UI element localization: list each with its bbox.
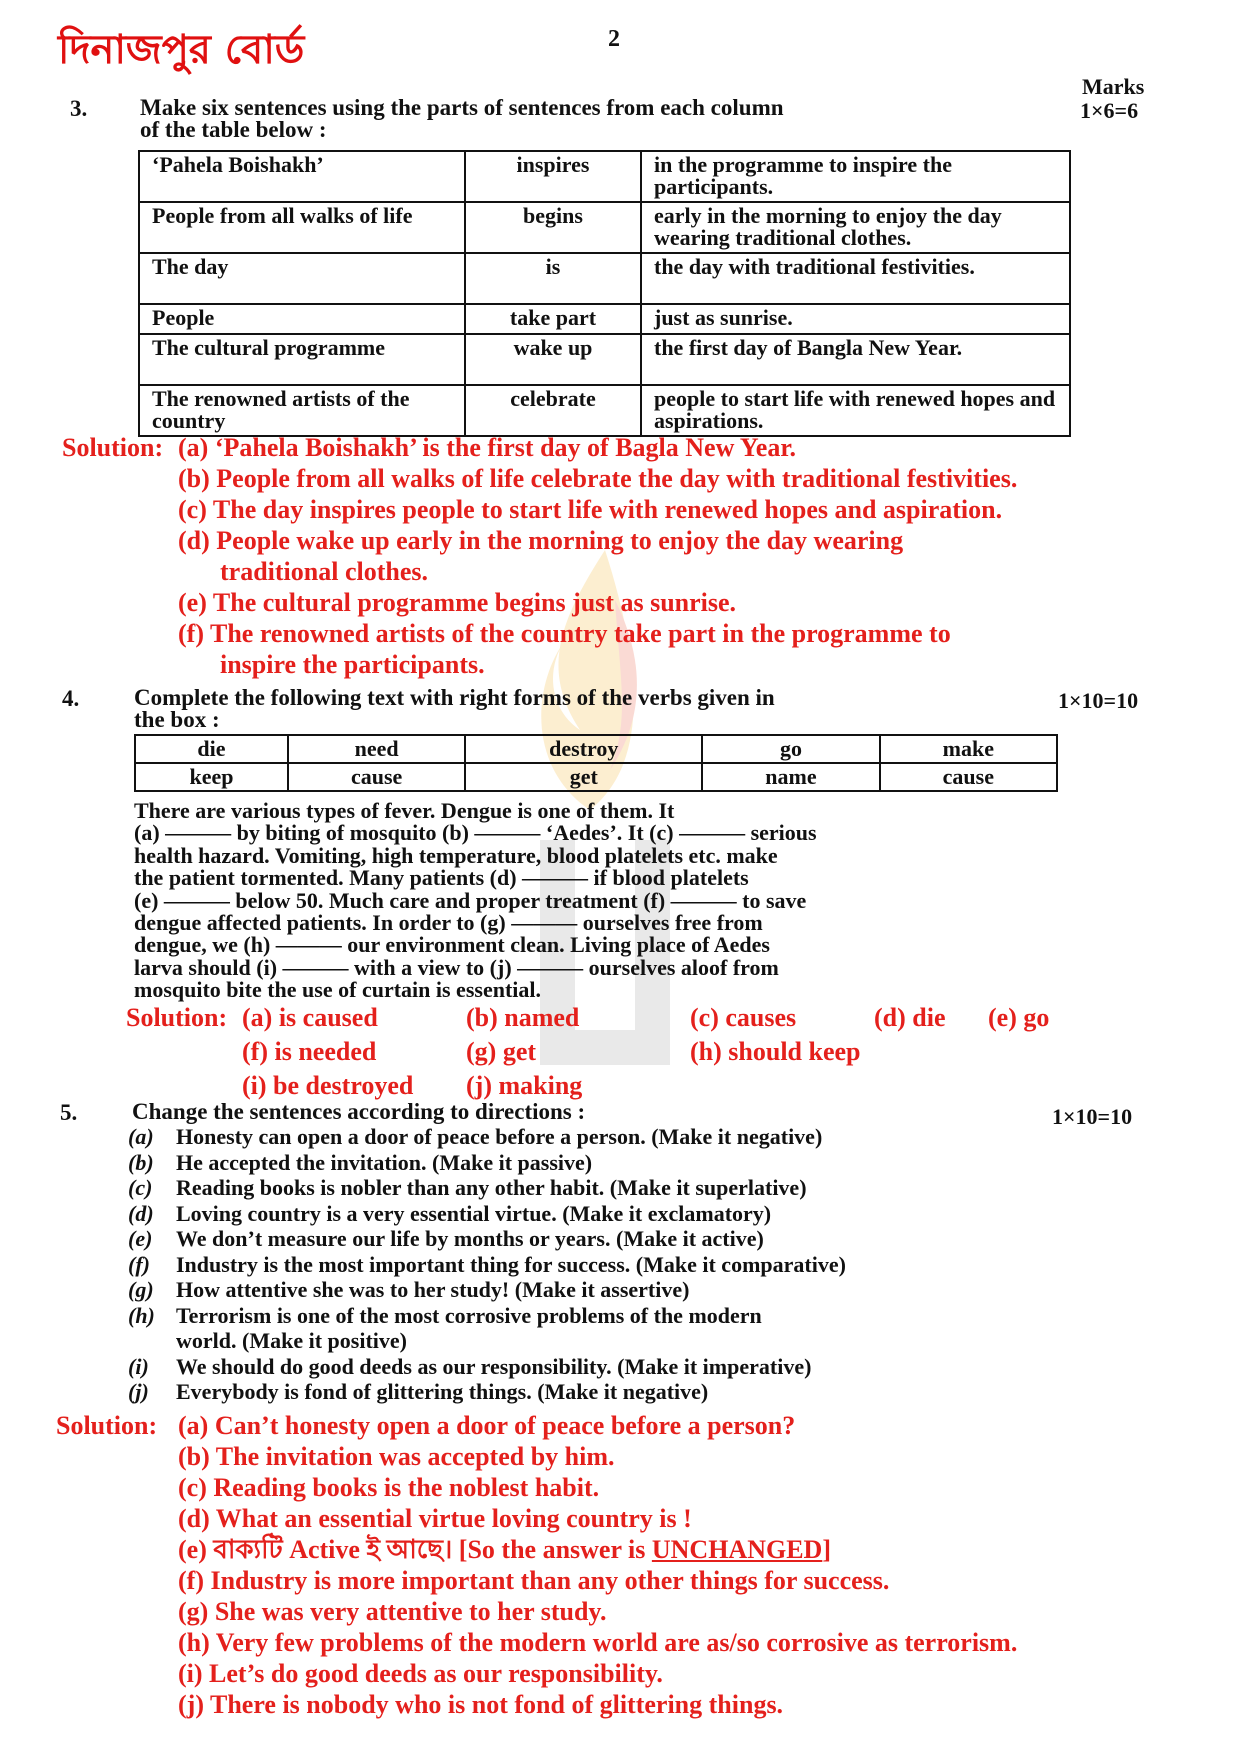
passage-line: (e) ——— below 50. Much care and proper treatment (f) ——— to save — [134, 887, 807, 913]
question-5-solution-b: (b) The invitation was accepted by him. — [178, 1442, 615, 1471]
question-5-solution-label: Solution: — [56, 1411, 158, 1440]
passage-line: health hazard. Vomiting, high temperature, blood platelets etc. make — [134, 842, 778, 868]
item-label: (i) — [128, 1353, 149, 1379]
answer-j: (j) making — [466, 1071, 583, 1100]
item-label: (e) — [128, 1226, 153, 1251]
table-row — [139, 253, 1070, 304]
question-5-solution-h: (h) Very few problems of the modern world are as/so corrosive as terrorism. — [178, 1628, 1018, 1657]
list-item — [128, 1175, 846, 1201]
question-5-solution-d: (d) What an essential virtue loving country is ! — [178, 1504, 692, 1533]
table-cell: early in the morning to enjoy the day wearing traditional clothes. — [641, 202, 1070, 253]
solution-e-prefix: (e) বাক্যটি Active ই আছে। [So the answer is — [178, 1535, 652, 1564]
table-cell: is — [465, 253, 641, 304]
item-text: Honesty can open a door of peace before a person. (Make it negative) — [176, 1124, 823, 1149]
question-5-solution-i: (i) Let’s do good deeds as our responsibility. — [178, 1659, 663, 1688]
verb-cell: cause — [288, 763, 465, 791]
page-number: 2 — [608, 26, 620, 52]
question-4-number: 4. — [62, 686, 80, 711]
question-5-instruction: Change the sentences according to directions : — [132, 1099, 586, 1124]
answer-f: (f) is needed — [242, 1037, 377, 1066]
table-cell: the first day of Bangla New Year. — [641, 334, 1070, 385]
passage-line: mosquito bite the use of curtain is essential. — [134, 977, 541, 1003]
passage-line: (a) ——— by biting of mosquito (b) ——— ‘Aedes’. It (c) ——— serious — [134, 820, 817, 846]
item-text: Everybody is fond of glittering things. (Make it negative) — [176, 1379, 709, 1404]
passage-line: There are various types of fever. Dengue is one of them. It — [134, 798, 675, 823]
list-item — [128, 1379, 846, 1405]
item-label: (h) — [128, 1302, 155, 1328]
item-label: (b) — [128, 1149, 154, 1175]
verb-cell: keep — [135, 763, 288, 791]
question-5-solution-f: (f) Industry is more important than any other things for success. — [178, 1566, 890, 1595]
table-row — [139, 385, 1070, 436]
item-label: (c) — [128, 1175, 153, 1200]
table-row — [135, 735, 1057, 763]
list-item — [128, 1328, 846, 1354]
item-label: (j) — [128, 1379, 149, 1404]
answer-d: (d) die — [874, 1003, 946, 1032]
table-cell: people to start life with renewed hopes and aspirations. — [641, 385, 1070, 436]
table-cell: People — [139, 304, 465, 334]
table-cell: begins — [465, 202, 641, 253]
table-cell: The renowned artists of the country — [139, 385, 465, 436]
question-4-instruction-line1: Complete the following text with right forms of the verbs given in — [134, 685, 775, 710]
verb-cell: get — [465, 763, 702, 791]
question-3-instruction-line2: of the table below : — [140, 117, 327, 142]
table-row — [139, 334, 1070, 385]
question-5-solution-a: (a) Can’t honesty open a door of peace before a person? — [178, 1411, 796, 1440]
verb-cell: need — [288, 735, 465, 763]
item-text: We don’t measure our life by months or years. (Make it active) — [176, 1226, 764, 1251]
table-cell: in the programme to inspire the participants. — [641, 151, 1070, 202]
list-item — [128, 1252, 846, 1278]
answer-a: (a) is caused — [242, 1003, 378, 1032]
table-cell: inspires — [465, 151, 641, 202]
verb-box — [134, 734, 1058, 792]
question-3-instruction-line1: Make six sentences using the parts of sentences from each column — [140, 95, 784, 120]
item-label: (f) — [128, 1251, 150, 1277]
question-3-solution-b: (b) People from all walks of life celebrate the day with traditional festivities. — [178, 464, 1018, 493]
list-item — [128, 1354, 846, 1380]
question-5-number: 5. — [60, 1100, 78, 1125]
passage-line: the patient tormented. Many patients (d) ——— if blood platelets — [134, 865, 749, 891]
question-5-solution-c: (c) Reading books is the noblest habit. — [178, 1473, 600, 1502]
item-label: (g) — [128, 1277, 154, 1302]
fever-passage — [134, 800, 1060, 1002]
answer-g: (g) get — [466, 1037, 537, 1066]
passage-line: dengue, we (h) ——— our environment clean. Living place of Aedes — [134, 932, 770, 958]
solution-e-emphasis: UNCHANGED — [651, 1535, 823, 1564]
table-row — [139, 202, 1070, 253]
list-item — [128, 1303, 846, 1329]
question-3-solution-e: (e) The cultural programme begins just as sunrise. — [178, 588, 737, 617]
item-text: We should do good deeds as our responsibility. (Make it imperative) — [176, 1353, 812, 1379]
question-3-number: 3. — [70, 96, 88, 121]
table-cell: The cultural programme — [139, 334, 465, 385]
item-text: Industry is the most important thing for success. (Make it comparative) — [176, 1251, 846, 1277]
verb-cell: go — [702, 735, 879, 763]
list-item — [128, 1124, 846, 1150]
table-cell: People from all walks of life — [139, 202, 465, 253]
question-4-instruction-line2: the box : — [134, 707, 220, 732]
table-row — [139, 304, 1070, 334]
answer-b: (b) named — [466, 1003, 580, 1032]
question-3-solution-f-cont: inspire the participants. — [220, 650, 485, 679]
list-item — [128, 1201, 846, 1227]
answer-c: (c) causes — [690, 1003, 797, 1032]
question-3-solution-label: Solution: — [62, 433, 164, 462]
question-4-marks: 1×10=10 — [1058, 688, 1139, 713]
question-3-solution-d-cont: traditional clothes. — [220, 557, 428, 586]
question-3-solution-a: (a) ‘Pahela Boishakh’ is the first day of Bagla New Year. — [178, 433, 796, 462]
item-text: Terrorism is one of the most corrosive problems of the modern — [176, 1302, 762, 1328]
board-name-heading: দিনাজপুর বোর্ড — [58, 27, 305, 73]
item-label: (a) — [128, 1124, 154, 1149]
list-item — [128, 1150, 846, 1176]
table-cell: celebrate — [465, 385, 641, 436]
question-3-solution-d: (d) People wake up early in the morning to enjoy the day wearing — [178, 526, 904, 555]
directions-list — [128, 1124, 846, 1405]
verb-cell: cause — [880, 763, 1057, 791]
answer-i: (i) be destroyed — [242, 1071, 414, 1100]
substitution-table — [138, 150, 1071, 437]
list-item — [128, 1277, 846, 1303]
item-text: world. (Make it positive) — [176, 1328, 407, 1353]
question-5-solution-e — [178, 1534, 831, 1565]
table-cell: the day with traditional festivities. — [641, 253, 1070, 304]
question-5-solution-j: (j) There is nobody who is not fond of glittering things. — [178, 1690, 784, 1719]
table-cell: The day — [139, 253, 465, 304]
table-row — [135, 763, 1057, 791]
question-3-marks: 1×6=6 — [1080, 98, 1139, 123]
list-item — [128, 1226, 846, 1252]
question-5-marks: 1×10=10 — [1052, 1104, 1133, 1129]
item-text: How attentive she was to her study! (Make it assertive) — [176, 1277, 690, 1302]
question-4-solution-label: Solution: — [126, 1003, 228, 1032]
table-row — [139, 151, 1070, 202]
item-text: Loving country is a very essential virtue. (Make it exclamatory) — [176, 1200, 772, 1226]
table-cell: just as sunrise. — [641, 304, 1070, 334]
question-5-solution-g: (g) She was very attentive to her study. — [178, 1597, 607, 1626]
question-3-solution-f: (f) The renowned artists of the country take part in the programme to — [178, 619, 951, 648]
item-text: He accepted the invitation. (Make it passive) — [176, 1149, 593, 1175]
question-3-solution-c: (c) The day inspires people to start life with renewed hopes and aspiration. — [178, 495, 1003, 524]
table-cell: ‘Pahela Boishakh’ — [139, 151, 465, 202]
answer-e: (e) go — [988, 1003, 1050, 1032]
marks-column-heading: Marks — [1082, 74, 1145, 99]
verb-cell: make — [880, 735, 1057, 763]
item-text: Reading books is nobler than any other habit. (Make it superlative) — [176, 1175, 807, 1200]
verb-cell: name — [702, 763, 879, 791]
item-label: (d) — [128, 1200, 154, 1226]
solution-e-suffix: ] — [822, 1535, 831, 1564]
answer-h: (h) should keep — [690, 1037, 861, 1066]
verb-cell: die — [135, 735, 288, 763]
passage-line: dengue affected patients. In order to (g) ——— ourselves free from — [134, 910, 763, 936]
table-cell: take part — [465, 304, 641, 334]
verb-cell: destroy — [465, 735, 702, 763]
passage-line: larva should (i) ——— with a view to (j) ——— ourselves aloof from — [134, 954, 779, 980]
table-cell: wake up — [465, 334, 641, 385]
